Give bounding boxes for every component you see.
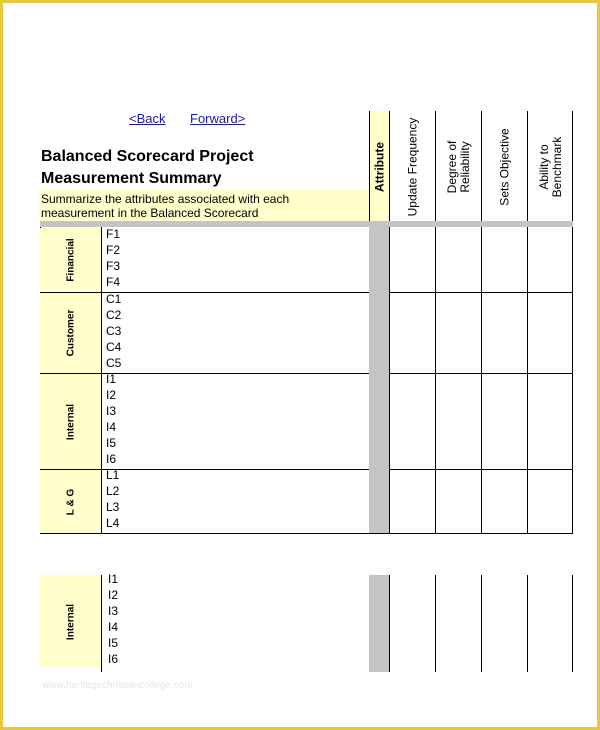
row-separator [40,469,369,470]
measurement-item: C5 [106,356,122,370]
row-separator [40,292,369,293]
measurement-item: I6 [106,452,117,466]
measurement-item: F3 [106,259,121,273]
grid-line [572,227,573,534]
forward-link[interactable]: Forward> [190,111,246,126]
column-header-attribute: Attribute [369,111,389,222]
category-cell-learning-growth: L & G [40,470,101,533]
measurement-item: C2 [106,308,122,322]
row-separator [389,292,573,293]
grid-line [101,575,102,672]
category-cell-internal-lower: Internal [40,575,101,668]
measurement-item: I1 [108,572,119,586]
category-cell-financial: Financial [40,228,101,292]
measurement-item: I1 [106,372,117,386]
attribute-column-fill [369,227,389,534]
measurement-item: L1 [106,468,120,482]
measurement-item: C4 [106,340,122,354]
column-header-degree-of-reliability: Degree of Reliability [435,111,481,222]
measurement-item: L2 [106,484,120,498]
grid-line [435,227,436,534]
measurement-item: I5 [106,436,117,450]
title-line-2: Measurement Summary [41,170,222,187]
attribute-column-fill-lower [369,575,389,672]
measurement-item: I4 [106,420,117,434]
category-cell-internal: Internal [40,374,101,469]
grid-line [527,575,528,672]
instructions-line-1: Summarize the attributes associated with each [41,192,290,206]
row-separator [389,373,573,374]
measurement-item: I3 [106,404,117,418]
measurement-item: C3 [106,324,122,338]
column-header-sets-objective: Sets Objective [481,111,527,222]
row-separator [40,373,369,374]
title-line-1: Balanced Scorecard Project [41,148,254,165]
grid-line [481,227,482,534]
category-cell-customer: Customer [40,293,101,373]
header-right-border [572,111,573,222]
measurement-item: I4 [108,620,119,634]
measurement-item: I3 [108,604,119,618]
back-link[interactable]: <Back [129,111,166,126]
measurement-item: F4 [106,275,121,289]
grid-line [572,575,573,672]
grid-line [389,575,390,672]
measurement-item: C1 [106,292,122,306]
grid-line [481,575,482,672]
grid-line [389,227,390,534]
table-bottom-border [40,533,573,534]
grid-line [527,227,528,534]
page-title [41,146,361,190]
measurement-item: L4 [106,516,120,530]
measurement-item: F1 [106,227,121,241]
measurement-item: L3 [106,500,120,514]
row-separator [389,469,573,470]
grid-line [435,575,436,672]
column-header-update-frequency: Update Frequency [389,111,435,222]
watermark-text: www.heritagechristiancollege.com [42,680,193,691]
grid-line [101,227,102,534]
measurement-item: I6 [108,652,119,666]
measurement-item: I2 [106,388,117,402]
instructions-line-2: measurement in the Balanced Scorecard [41,206,259,220]
measurement-item: F2 [106,243,121,257]
measurement-item: I5 [108,636,119,650]
measurement-item: I2 [108,588,119,602]
instructions-box [39,190,369,221]
column-header-ability-to-benchmark: Ability to Benchmark [527,111,573,222]
